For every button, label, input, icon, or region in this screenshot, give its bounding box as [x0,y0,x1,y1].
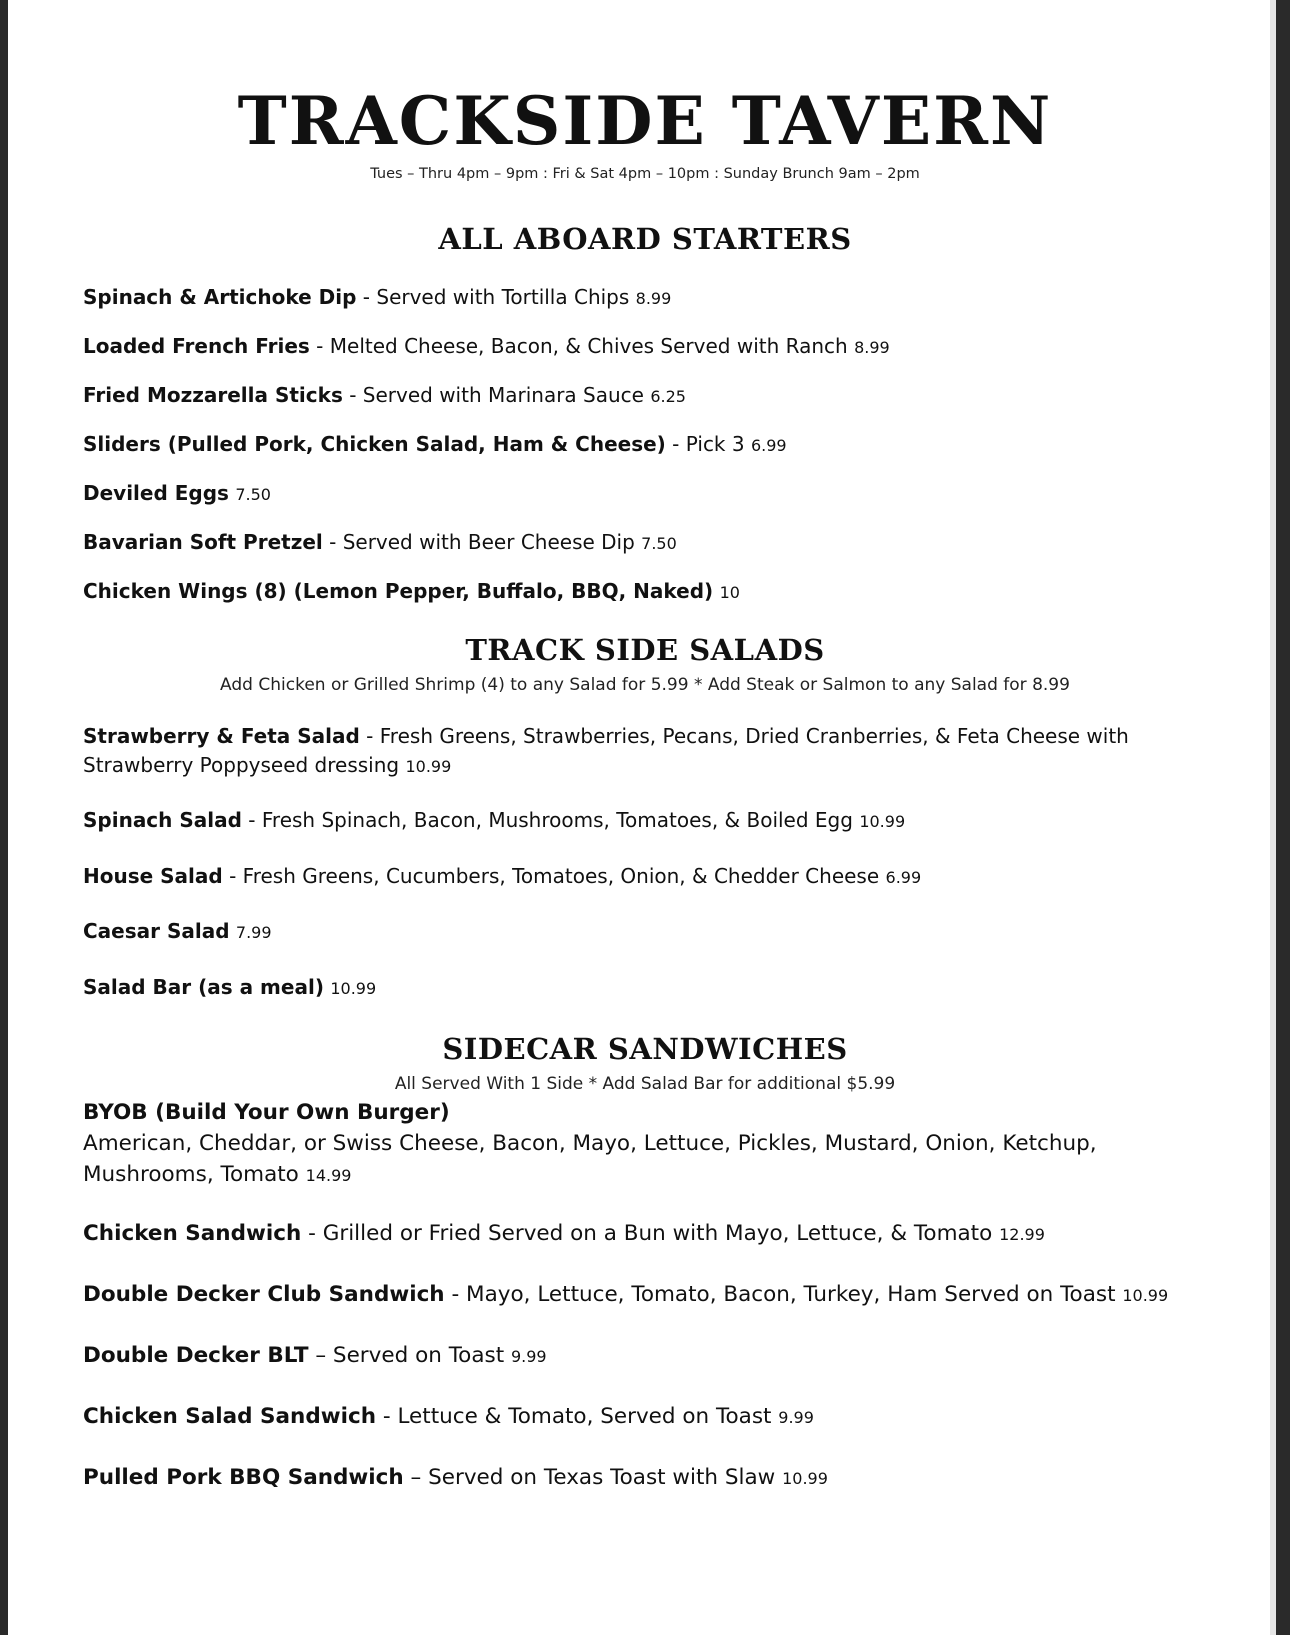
item-name: Spinach Salad [83,808,242,832]
menu-item [83,722,1193,781]
menu-item-byob-title [83,1097,1193,1128]
item-name: Bavarian Soft Pretzel [83,530,323,554]
section-title-sandwiches: SIDECAR SANDWICHES [442,1032,848,1066]
item-price: 9.99 [510,1347,547,1366]
item-name: Strawberry & Feta Salad [83,724,360,748]
item-price: 7.50 [235,485,271,504]
item-price: 10.99 [782,1469,828,1488]
item-description: - Lettuce & Tomato, Served on Toast [376,1404,779,1429]
item-price: 7.50 [641,534,677,553]
item-price: 12.99 [999,1225,1045,1244]
menu-item [83,332,1193,362]
menu-item [83,917,1193,947]
item-description: - Pick 3 [665,432,751,456]
item-description: - Mayo, Lettuce, Tomato, Bacon, Turkey, Ham Served on Toast [444,1282,1123,1307]
section-title-starters: ALL ABOARD STARTERS [438,222,852,256]
item-name: Deviled Eggs [83,481,229,505]
opening-hours: Tues – Thru 4pm – 9pm : Fri & Sat 4pm – 10pm : Sunday Brunch 9am – 2pm [370,166,920,182]
item-price: 14.99 [305,1166,352,1185]
menu-item [83,430,1193,460]
item-description: - Served with Marinara Sauce [342,383,651,407]
item-name: Caesar Salad [83,919,230,943]
item-description: - Fresh Greens, Cucumbers, Tomatoes, Onion, & Chedder Cheese [222,864,886,888]
item-price: 8.99 [854,338,890,357]
item-description: American, Cheddar, or Swiss Cheese, Bacon, Mayo, Lettuce, Pickles, Mustard, Onion, Ketchup, Mushrooms, Tomato [83,1131,1097,1187]
menu-item [83,1218,1193,1250]
item-name: House Salad [83,864,223,888]
item-description: - Melted Cheese, Bacon, & Chives Served with Ranch [309,334,855,358]
item-name: Fried Mozzarella Sticks [83,383,343,407]
item-name: BYOB (Build Your Own Burger) [83,1100,450,1125]
salads-addon-note: Add Chicken or Grilled Shrimp (4) to any Salad for 5.99 * Add Steak or Salmon to any Salad for 8.99 [220,675,1070,695]
item-price: 6.25 [650,387,686,406]
section-title-salads: TRACK SIDE SALADS [465,633,825,667]
item-name: Spinach & Artichoke Dip [83,285,357,309]
item-price: 7.99 [235,923,272,942]
menu-item [83,862,1193,892]
item-description: - Fresh Spinach, Bacon, Mushrooms, Tomatoes, & Boiled Egg [241,808,860,832]
item-price: 6.99 [750,436,787,455]
item-description: - Served with Tortilla Chips [356,285,636,309]
item-price: 10.99 [405,757,452,776]
item-price: 10.99 [330,979,377,998]
restaurant-title: TRACKSIDE TAVERN [237,82,1053,160]
menu-item [83,479,1193,509]
item-name: Chicken Sandwich [83,1221,302,1246]
item-price: 10.99 [1122,1286,1169,1305]
item-price: 9.99 [778,1408,814,1427]
item-price: 8.99 [635,289,672,308]
item-price: 6.99 [885,868,922,887]
item-price: 10.99 [859,812,906,831]
menu-item [83,577,1193,607]
item-name: Salad Bar (as a meal) [83,975,324,999]
item-description: – Served on Texas Toast with Slaw [403,1465,783,1490]
item-name: Chicken Wings (8) (Lemon Pepper, Buffalo, BBQ, Naked) [83,579,714,603]
item-description: - Served with Beer Cheese Dip [322,530,642,554]
item-description: - Fresh Greens, Strawberries, Pecans, Dried Cranberries, & Feta Cheese with Strawberry Poppyseed dressing [83,724,1129,777]
menu-item [83,283,1193,313]
item-price: 10 [719,583,740,602]
menu-item [83,806,1193,836]
menu-item [83,1340,1193,1372]
menu-item [83,381,1193,411]
item-name: Pulled Pork BBQ Sandwich [83,1465,404,1490]
item-name: Sliders (Pulled Pork, Chicken Salad, Ham & Cheese) [83,432,666,456]
sandwiches-side-note: All Served With 1 Side * Add Salad Bar for additional $5.99 [394,1074,896,1094]
item-description: – Served on Toast [308,1343,511,1368]
menu-item [83,973,1193,1003]
item-description: - Grilled or Fried Served on a Bun with Mayo, Lettuce, & Tomato [301,1221,1000,1246]
menu-item [83,1279,1193,1311]
item-name: Chicken Salad Sandwich [83,1404,377,1429]
menu-item [83,1401,1193,1433]
menu-item [83,528,1193,558]
menu-item [83,1462,1193,1494]
menu-item-byob-description [83,1128,1193,1191]
item-name: Double Decker Club Sandwich [83,1282,445,1307]
item-name: Double Decker BLT [83,1343,309,1368]
item-name: Loaded French Fries [83,334,310,358]
